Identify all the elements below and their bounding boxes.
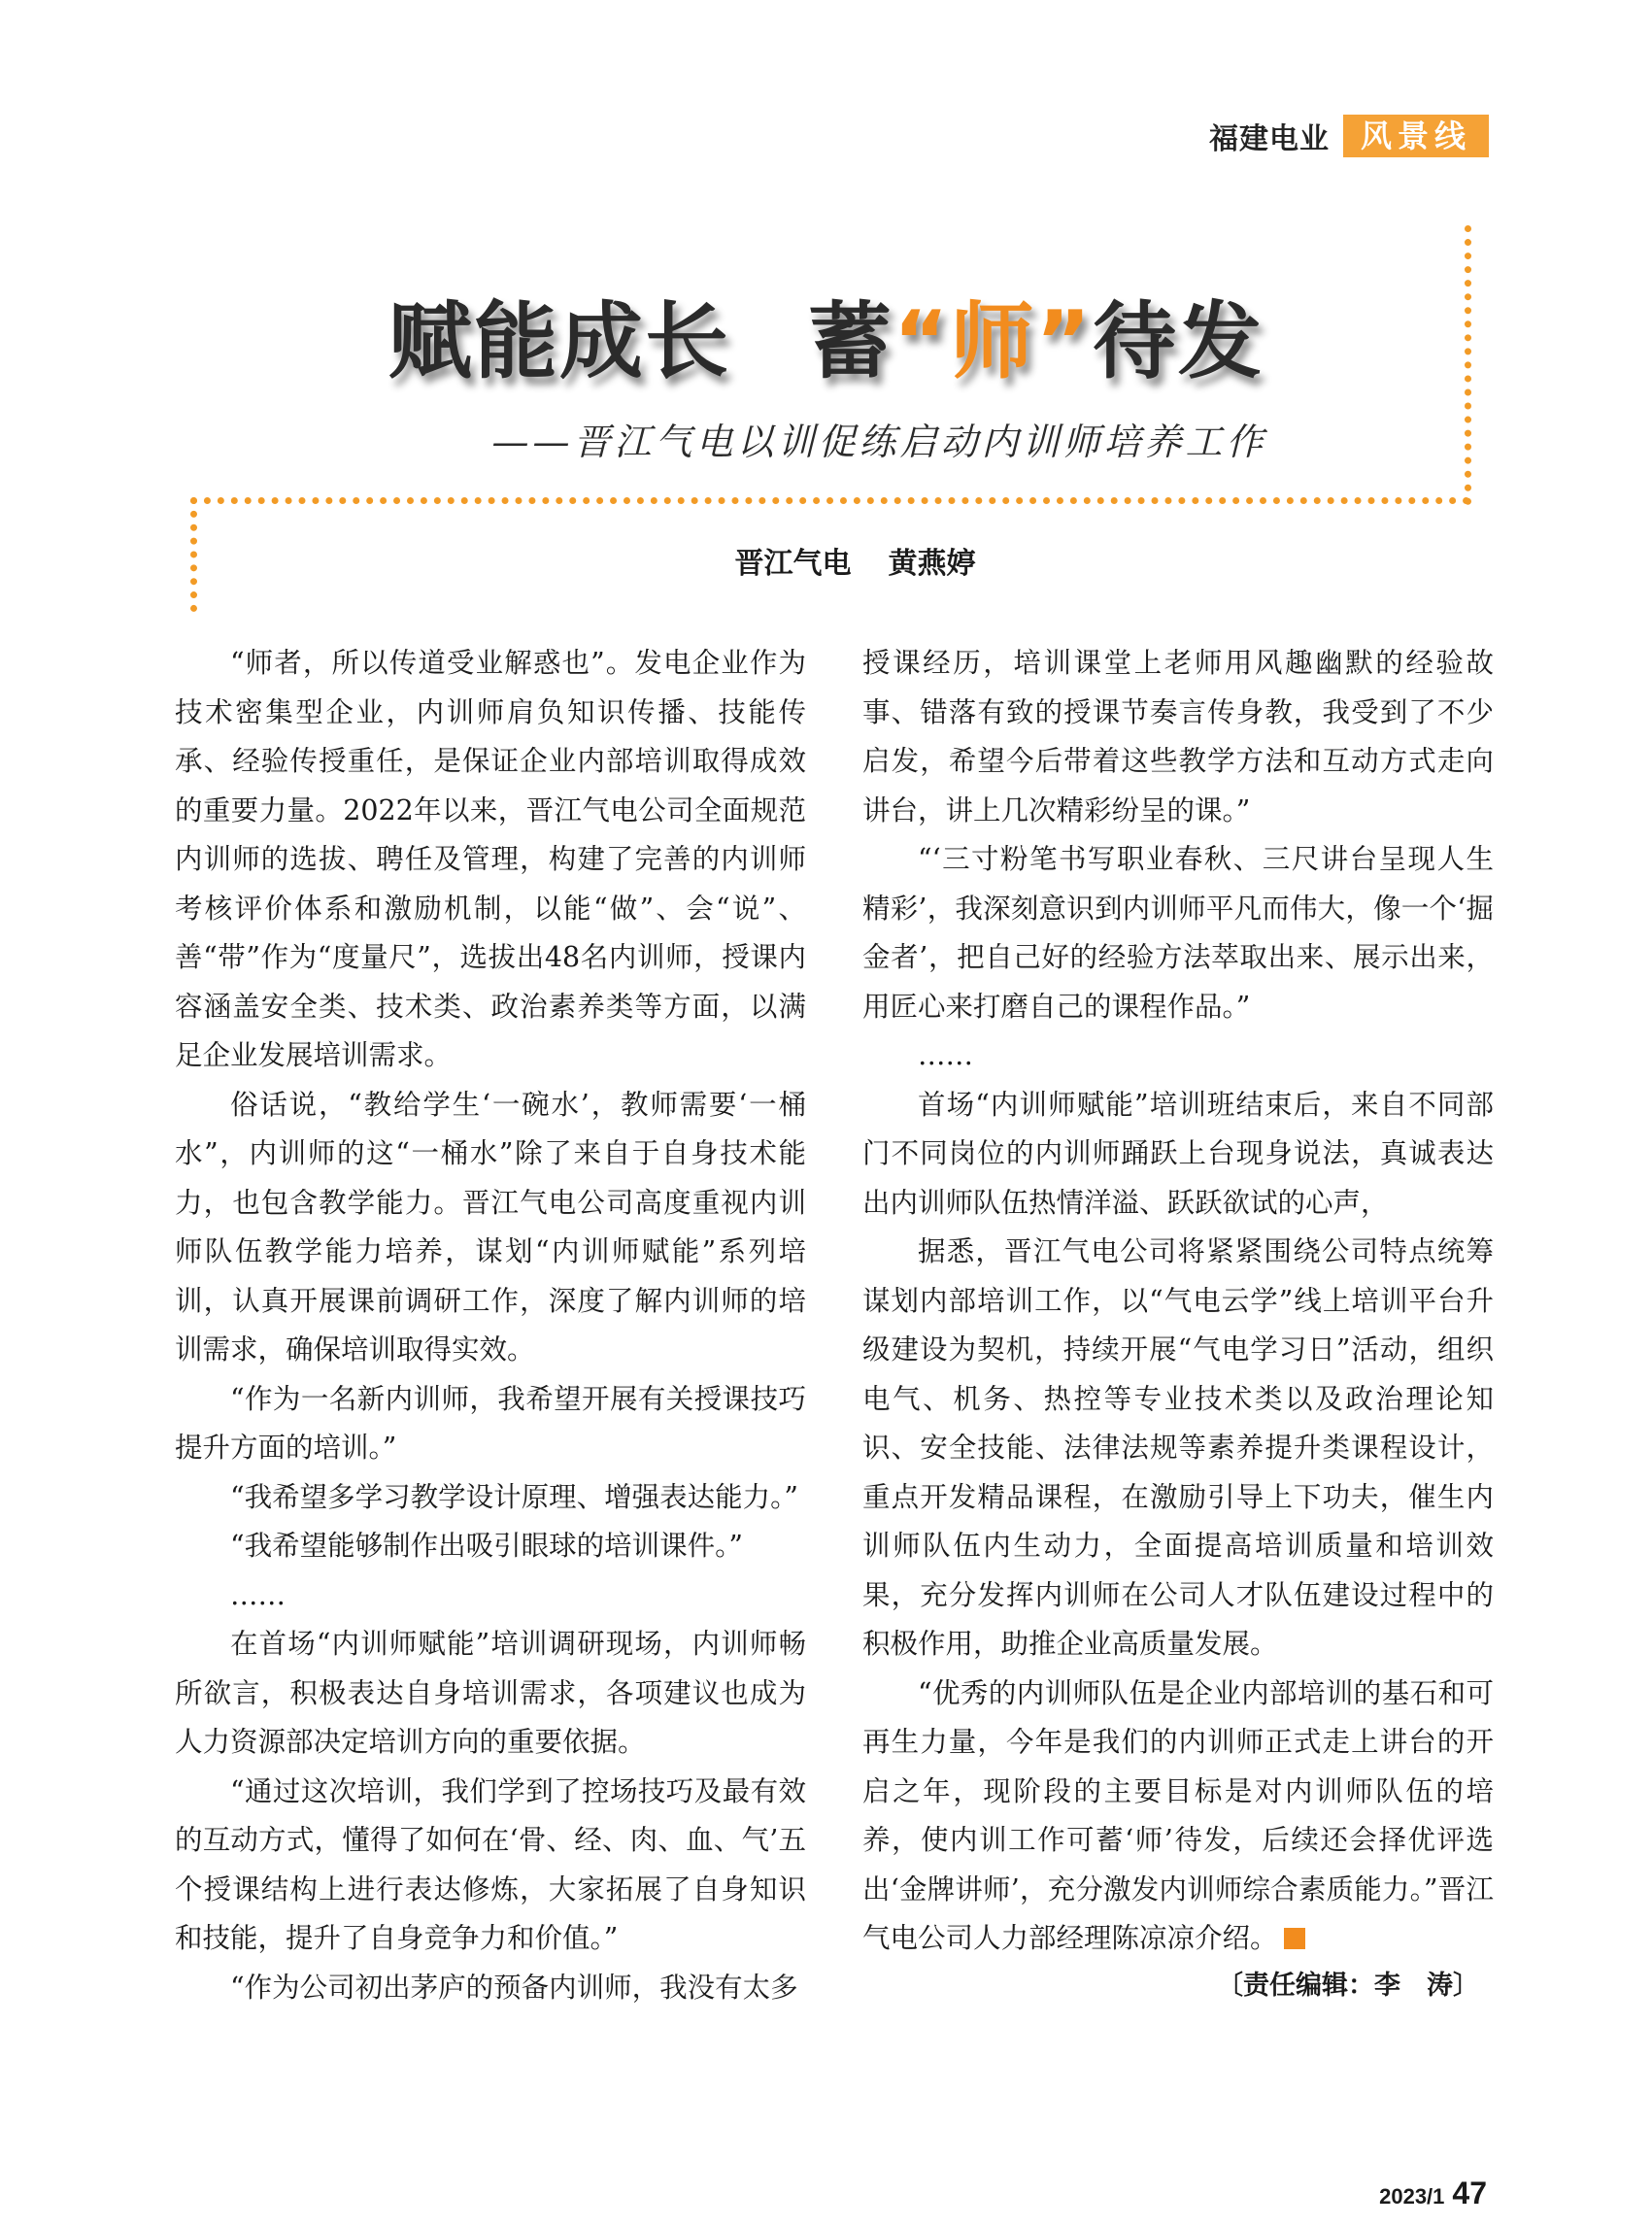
paragraph: “师者，所以传道受业解惑也”。发电企业作为技术密集型企业，内训师肩负知识传播、技能传承、经验传授重任，是保证企业内部培训取得成效的重要力量。2022年以来，晋江气电公司全面规范内训师的选拔、聘任及管理，构建了完善的内训师考核评价体系和激励机制，以能“做”、会“说”、善“带”作为“度量尺”，选拔出48名内训师，授课内容涵盖安全类、技术类、政治素养类等方面，以满足企业发展培训需求。 (175, 647, 806, 1071)
page-number: 47 (1452, 2175, 1487, 2210)
title-part-2a: 蓄 (807, 293, 893, 390)
page-footer (1379, 2175, 1487, 2211)
ellipsis: …… (918, 1039, 973, 1071)
paragraph-text: “优秀的内训师队伍是企业内部培训的基石和可再生力量，今年是我们的内训师正式走上讲台的开启之年，现阶段的主要目标是对内训师队伍的培养，使内训工作可蓄‘师’待发，后续还会择优评选出‘金牌讲师’，充分激发内训师综合素质能力。”晋江气电公司人力部经理陈凉凉介绍。 (862, 1676, 1494, 1954)
paragraph: “我希望能够制作出吸引眼球的培训课件。” (230, 1530, 743, 1562)
ellipsis: …… (230, 1578, 286, 1611)
paragraph-continued: 授课经历，培训课堂上老师用风趣幽默的经验故事、错落有致的授课节奏言传身教，我受到了不少启发，希望今后带着这些教学方法和互动方式走向讲台，讲上几次精彩纷呈的课。” (862, 647, 1494, 826)
paragraph: 在首场“内训师赋能”培训调研现场，内训师畅所欲言，积极表达自身培训需求，各项建议也成为人力资源部决定培训方向的重要依据。 (175, 1628, 806, 1758)
paragraph (862, 1670, 1494, 1964)
magazine-name: 福建电业 (1208, 122, 1330, 156)
byline-org: 晋江气电 (734, 547, 852, 581)
end-mark-icon (1284, 1928, 1305, 1949)
paragraph: 俗话说，“教给学生‘一碗水’，教师需要‘一桶水”，内训师的这“一桶水”除了来自于自身技术能力，也包含教学能力。晋江气电公司高度重视内训师队伍教学能力培养，谋划“内训师赋能”系列培训，认真开展课前调研工作，深度了解内训师的培训需求，确保培训取得实效。 (175, 1088, 806, 1366)
title-part-2c: 待发 (1093, 293, 1264, 390)
dotted-frame-top (190, 497, 1470, 504)
title-part-1: 赋能成长 (388, 293, 730, 390)
paragraph: “‘三寸粉笔书写职业春秋、三尺讲台呈现人生精彩’，我深刻意识到内训师平凡而伟大，像一个‘掘金者’，把自己好的经验方法萃取出来、展示出来，用匠心来打磨自己的课程作品。” (862, 843, 1494, 1023)
title-highlight: “师” (893, 293, 1094, 390)
right-column (862, 639, 1494, 1964)
editor-credit: 〔责任编辑：李 涛〕 (1217, 1971, 1479, 2001)
paragraph: “作为公司初出茅庐的预备内训师，我没有太多 (230, 1971, 798, 2004)
paragraph: 首场“内训师赋能”培训班结束后，来自不同部门不同岗位的内训师踊跃上台现身说法，真诚表达出内训师队伍热情洋溢、跃跃欲试的心声， (862, 1088, 1494, 1219)
left-column (175, 639, 806, 2012)
section-header (1209, 115, 1489, 157)
article-title (0, 274, 1652, 394)
paragraph: 据悉，晋江气电公司将紧紧围绕公司特点统筹谋划内部培训工作，以“气电云学”线上培训平台升级建设为契机，持续开展“气电学习日”活动，组织电气、机务、热控等专业技术类以及政治理论知识、安全技能、法律法规等素养提升类课程设计，重点开发精品课程，在激励引导上下功夫，催生内训师队伍内生动力，全面提高培训质量和培训效果，充分发挥内训师在公司人才队伍建设过程中的积极作用，助推企业高质量发展。 (862, 1235, 1494, 1660)
byline (0, 539, 1652, 582)
paragraph: “作为一名新内训师，我希望开展有关授课技巧提升方面的培训。” (175, 1382, 806, 1464)
section-label: 风景线 (1343, 115, 1489, 157)
article-subtitle: ——晋江气电以训促练启动内训师培养工作 (491, 421, 1267, 463)
paragraph: “我希望多学习教学设计原理、增强表达能力。” (230, 1480, 798, 1513)
byline-author: 黄燕婷 (888, 547, 976, 581)
issue-number: 2023/1 (1379, 2184, 1445, 2209)
paragraph: “通过这次培训，我们学到了控场技巧及最有效的互动方式，懂得了如何在‘骨、经、肉、血、气’五个授课结构上进行表达修炼，大家拓展了自身知识和技能，提升了自身竞争力和价值。” (175, 1774, 806, 1954)
